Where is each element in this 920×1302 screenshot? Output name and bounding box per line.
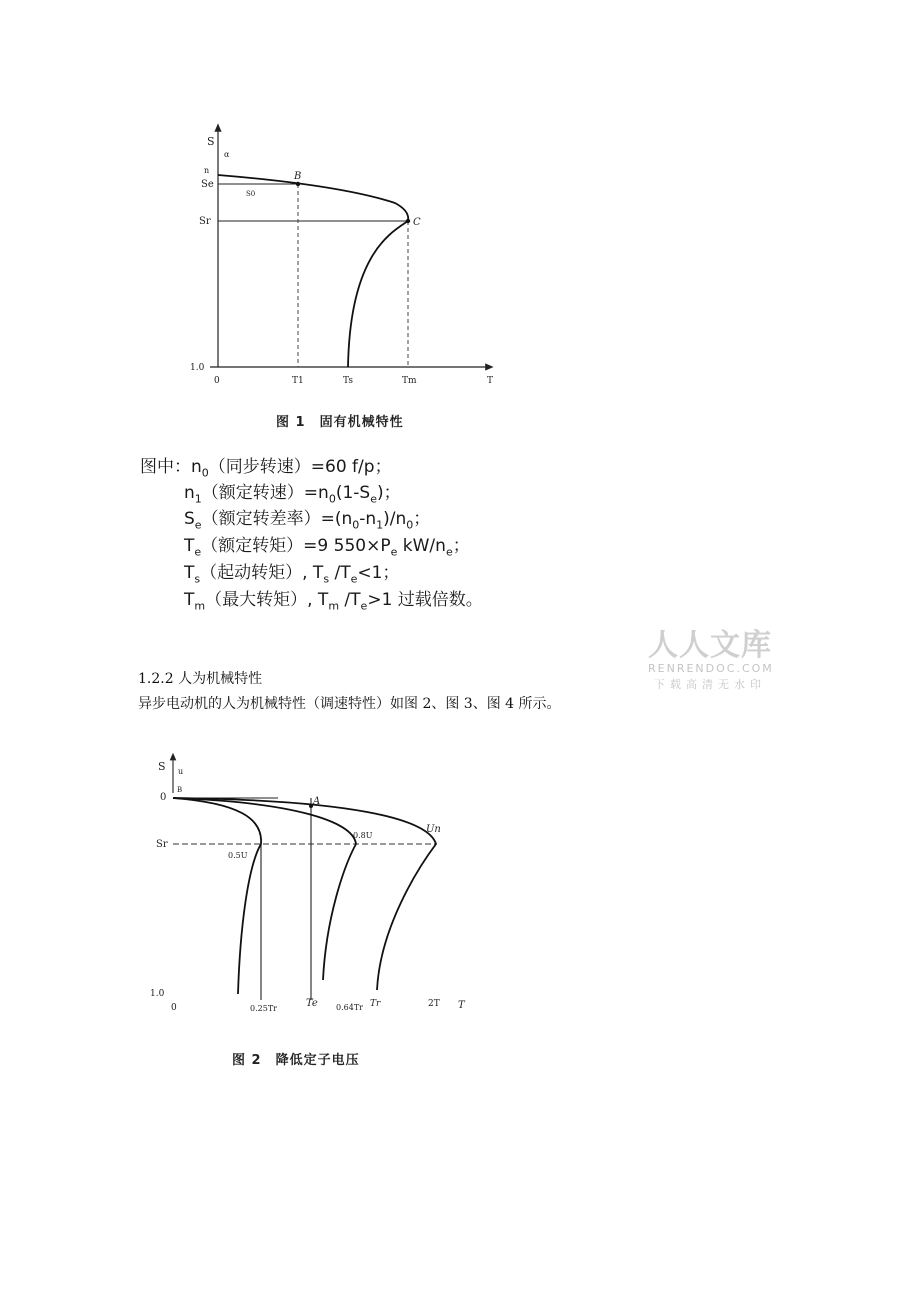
t1-label: T1 xyxy=(292,376,304,386)
u05-label: 0.5U xyxy=(228,851,248,860)
point-c-label: C xyxy=(413,217,421,228)
t-axis-label: T xyxy=(458,1000,465,1011)
sr-label: Sr xyxy=(156,839,168,850)
t064-label: 0.64Tr xyxy=(336,1003,363,1012)
watermark-title: 人人文库 xyxy=(648,628,772,663)
origin-left-label: 1.0 xyxy=(190,363,205,373)
section-heading: 1.2.2 人为机械特性 xyxy=(138,671,263,687)
te-label: Te xyxy=(306,998,318,1009)
curve-0-5u xyxy=(173,798,261,994)
n-label: n xyxy=(204,166,210,175)
watermark xyxy=(648,620,772,692)
formula-line: 图中：$n_0$（同步转速）=60 f/p； xyxy=(140,457,392,480)
y-axis-sub-label: u xyxy=(178,767,184,776)
formula-line: $n_1$（额定转速）$=n_0(1-S_e)$； xyxy=(184,483,401,506)
natural-characteristic-curve xyxy=(218,175,408,367)
curve-0-8u xyxy=(173,798,356,980)
tm-label: Tm xyxy=(402,376,417,386)
y-axis-sub-label: α xyxy=(224,150,230,159)
t-axis-label: T xyxy=(487,376,494,386)
b-label: B xyxy=(177,786,183,794)
t025-label: 0.25Tr xyxy=(250,1004,277,1013)
formula-line: $S_e$（额定转差率）$=(n_0-n_1)/n_0$； xyxy=(184,509,431,532)
s0-label: 0 xyxy=(160,792,167,803)
t2-label: 2T xyxy=(428,999,440,1009)
u08-label: 0.8U xyxy=(353,831,373,840)
figure-1-diagram xyxy=(190,115,510,390)
formula-line: $T_e$（额定转矩）=9 $550\times P_e$ $kW/n_e$； xyxy=(184,536,470,559)
figure-2-diagram xyxy=(148,748,488,1028)
watermark-domain: RENRENDOC.COM xyxy=(648,662,774,675)
figure-2-caption: 图 2 降低定子电压 xyxy=(232,1053,360,1068)
formula-line: $T_m$（最大转矩）, $T_m$ $/T_e>1$ 过载倍数。 xyxy=(184,590,483,613)
watermark-slogan: 下载高清无水印 xyxy=(654,678,766,691)
origin-left-label: 1.0 xyxy=(150,989,165,999)
s0-sub-label: S0 xyxy=(246,190,256,198)
section-body: 异步电动机的人为机械特性（调速特性）如图 2、图 3、图 4 所示。 xyxy=(138,696,561,712)
figure-1-caption: 图 1 固有机械特性 xyxy=(276,415,404,430)
y-axis-label: S xyxy=(207,135,215,148)
se-label: Se xyxy=(201,179,214,190)
origin-label: 0 xyxy=(214,376,220,386)
point-c-marker xyxy=(406,219,410,223)
point-b-label: B xyxy=(294,171,302,182)
point-b-marker xyxy=(296,182,300,186)
origin-label: 0 xyxy=(171,1003,177,1013)
curve-un xyxy=(173,798,436,990)
un-label: Un xyxy=(426,824,441,835)
formula-line: $T_s$（起动转矩）, $T_s$ $/T_e<1$； xyxy=(184,563,400,586)
y-axis-label: S xyxy=(158,760,166,773)
sr-label: Sr xyxy=(199,216,211,227)
point-a-label: A xyxy=(313,796,321,807)
tr-label: Tr xyxy=(370,999,381,1009)
ts-label: Ts xyxy=(343,376,353,386)
